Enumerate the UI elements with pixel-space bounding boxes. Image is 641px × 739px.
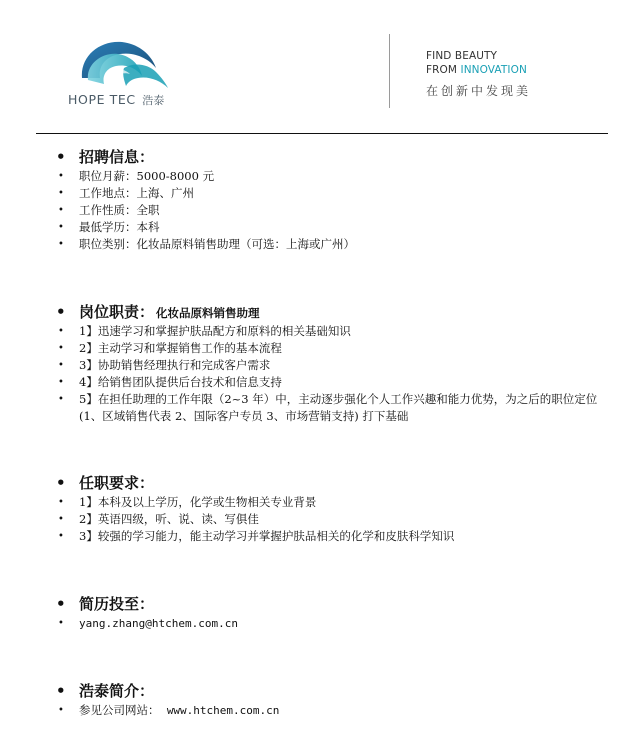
slogan-cn: 在创新中发现美 — [426, 84, 532, 98]
list-item: • 工作地点：上海、广州 — [58, 186, 194, 200]
website-label: 参见公司网站： — [79, 703, 160, 717]
logo-cn: 浩泰 — [142, 94, 165, 107]
list-item — [0, 615, 641, 632]
letterhead — [0, 0, 641, 134]
intro-list — [0, 702, 641, 719]
list-item: • 工作性质：全职 — [58, 203, 160, 217]
bullet-icon: • — [56, 682, 66, 700]
section-requirements — [0, 472, 641, 545]
bullet-icon: • — [58, 514, 64, 525]
bullet-icon: • — [58, 497, 64, 508]
bullet-icon: • — [58, 239, 64, 250]
section-duties-title: 岗位职责： — [79, 303, 155, 321]
list-item: • 职位月薪：5000-8000 元 — [58, 169, 215, 183]
list-item: • 2】英语四级，听、说、读、写俱佳 — [58, 512, 259, 526]
bullet-icon: • — [56, 474, 66, 492]
list-item: • 5】在担任助理的工作年限（2~3 年）中，主动逐步强化个人工作兴趣和能力优势，为之后的职位定位(1、区域销售代表 2、国际客户专员 3、市场营销支持) 打下基础 — [58, 392, 598, 423]
section-duties — [0, 301, 641, 425]
bullet-icon: • — [56, 148, 66, 166]
hope-tec-logo-icon — [78, 38, 170, 90]
section-title — [0, 472, 641, 494]
bullet-icon: • — [58, 222, 64, 233]
section-duties-subtitle: 化妆品原料销售助理 — [156, 306, 260, 320]
section-title — [0, 680, 641, 702]
website-link[interactable]: www.htchem.com.cn — [166, 704, 280, 717]
list-item — [0, 702, 641, 719]
requirements-list — [0, 494, 641, 545]
slogan — [426, 49, 531, 99]
section-resume — [0, 593, 641, 632]
slogan-line-2-accent: INNOVATION — [460, 64, 527, 76]
list-item: • 4】给销售团队提供后台技术和信息支持 — [58, 375, 282, 389]
section-recruit-title: 招聘信息： — [79, 148, 155, 166]
bullet-icon: • — [56, 595, 66, 613]
bullet-icon: • — [58, 360, 64, 371]
section-intro — [0, 680, 641, 719]
list-item: • 1】迅速学习和掌握护肤品配方和原料的相关基础知识 — [58, 324, 351, 338]
recruit-list — [0, 168, 641, 253]
section-recruit — [0, 146, 641, 253]
bullet-icon: • — [58, 171, 64, 182]
logo-name: HOPE TEC — [68, 92, 136, 107]
logo-wordmark — [68, 92, 164, 108]
bullet-icon: • — [58, 377, 64, 388]
section-resume-title: 简历投至： — [79, 595, 155, 613]
bullet-icon: • — [58, 205, 64, 216]
list-item: • 最低学历：本科 — [58, 220, 160, 234]
slogan-line-2-prefix: FROM — [426, 64, 461, 76]
bullet-icon: • — [58, 618, 64, 629]
header-rule — [36, 133, 608, 134]
section-title — [0, 593, 641, 615]
list-item: • 3】协助销售经理执行和完成客户需求 — [58, 358, 271, 372]
list-item: • 1】本科及以上学历，化学或生物相关专业背景 — [58, 495, 317, 509]
bullet-icon: • — [58, 531, 64, 542]
section-requirements-title: 任职要求： — [79, 474, 155, 492]
bullet-icon: • — [58, 705, 64, 716]
section-title — [0, 301, 641, 323]
bullet-icon: • — [58, 343, 64, 354]
resume-list — [0, 615, 641, 632]
section-title — [0, 146, 641, 168]
list-item: • 职位类别：化妆品原料销售助理（可选：上海或广州） — [58, 237, 355, 251]
duties-list — [0, 323, 641, 425]
list-item: • 3】较强的学习能力，能主动学习并掌握护肤品相关的化学和皮肤科学知识 — [58, 529, 455, 543]
bullet-icon: • — [58, 394, 64, 405]
bullet-icon: • — [58, 326, 64, 337]
list-item: • 2】主动学习和掌握销售工作的基本流程 — [58, 341, 282, 355]
slogan-line-1: FIND BEAUTY — [426, 50, 498, 62]
bullet-icon: • — [58, 188, 64, 199]
slogan-line-2 — [426, 63, 531, 77]
bullet-icon: • — [56, 303, 66, 321]
resume-email[interactable]: yang.zhang@htchem.com.cn — [79, 617, 238, 630]
header-divider — [389, 34, 390, 108]
section-intro-title: 浩泰简介： — [79, 682, 155, 700]
